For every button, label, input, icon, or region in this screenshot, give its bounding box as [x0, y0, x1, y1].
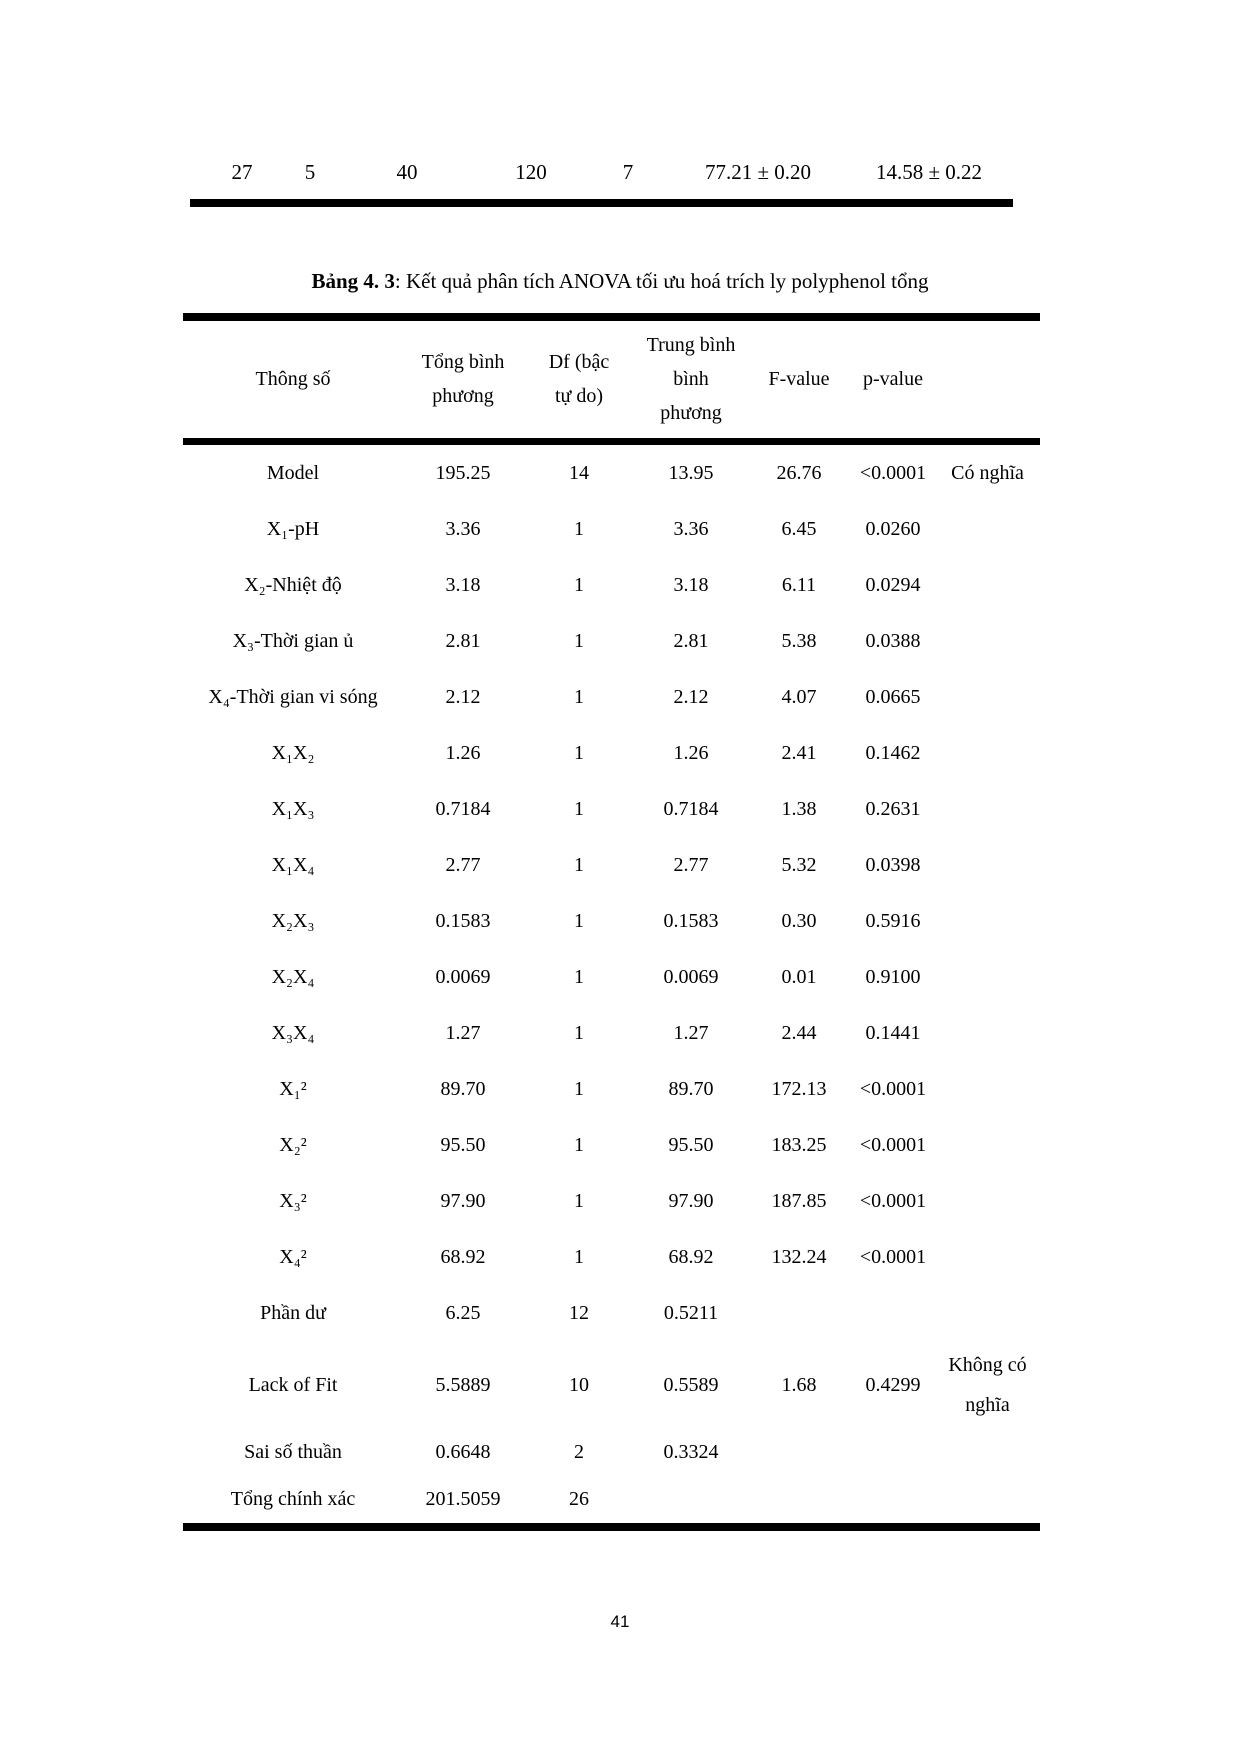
table-cell: 1 — [574, 909, 584, 932]
fragment-cell: 77.21 ± 0.20 — [704, 160, 812, 184]
column-header-line: Tổng bình — [421, 351, 505, 374]
table-cell: 2.77 — [673, 853, 709, 876]
column-header-line: F-value — [768, 368, 830, 391]
table-cell — [935, 1117, 1040, 1173]
table-cell: <0.0001 — [859, 1077, 927, 1100]
table-cell: X₄-Thời gian vi sóng — [208, 685, 378, 708]
table-cell — [935, 725, 1040, 781]
table-cell: X₂² — [279, 1133, 307, 1156]
table-row — [183, 781, 1040, 837]
table-row — [183, 613, 1040, 669]
table-cell: 5.32 — [781, 853, 817, 876]
table-cell: 0.0069 — [435, 965, 491, 988]
table-cell: 68.92 — [440, 1245, 486, 1268]
column-header — [851, 317, 935, 441]
column-header — [635, 317, 747, 441]
table-cell — [747, 1429, 851, 1476]
table-cell — [851, 1429, 935, 1476]
table-cell: 0.0294 — [865, 573, 921, 596]
table-cell: 0.5211 — [663, 1301, 719, 1324]
anova-table — [183, 313, 1040, 1531]
table-cell: 4.07 — [781, 685, 817, 708]
table-cell: 3.36 — [673, 517, 709, 540]
column-header-line: tự do) — [554, 385, 604, 408]
table-cell: 187.85 — [771, 1189, 827, 1212]
table-cell: 1 — [574, 741, 584, 764]
table-cell: X₁X₂ — [271, 741, 315, 764]
table-row — [183, 441, 1040, 501]
table-cell: Không có nghĩa — [948, 1353, 1027, 1416]
table-cell: 97.90 — [668, 1189, 714, 1212]
table-row — [183, 1061, 1040, 1117]
fragment-cell: 27 — [231, 160, 253, 184]
table-cell: 0.0398 — [865, 853, 921, 876]
table-cell: 1.26 — [445, 741, 481, 764]
column-header-line: Trung bình — [646, 334, 736, 357]
table-cell: 1 — [574, 685, 584, 708]
table-cell: 0.0388 — [865, 629, 921, 652]
table-cell — [635, 1476, 747, 1527]
table-cell: 6.11 — [781, 573, 817, 596]
fragment-cell: 14.58 ± 0.22 — [875, 160, 983, 184]
table-cell — [935, 1476, 1040, 1527]
table-cell: 26.76 — [776, 461, 822, 484]
table-cell: 2.12 — [445, 685, 481, 708]
table-cell: 13.95 — [668, 461, 714, 484]
table-cell: 0.5589 — [663, 1373, 719, 1396]
table-cell: Lack of Fit — [248, 1373, 338, 1396]
table-cell — [935, 837, 1040, 893]
table-row — [183, 837, 1040, 893]
table-cell — [935, 949, 1040, 1005]
table-cell: 0.1441 — [865, 1021, 921, 1044]
table-row — [183, 1229, 1040, 1285]
table-cell: 0.0665 — [865, 685, 921, 708]
table-cell: X₂-Nhiệt độ — [244, 573, 342, 596]
table-cell — [935, 893, 1040, 949]
table-caption — [140, 269, 1100, 294]
table-cell: 1.27 — [673, 1021, 709, 1044]
table-cell: 0.30 — [781, 909, 817, 932]
table-cell — [747, 1285, 851, 1341]
table-row — [183, 893, 1040, 949]
table-cell: 1 — [574, 629, 584, 652]
table-cell: X₁-pH — [266, 517, 320, 540]
column-header — [523, 317, 635, 441]
column-header-line: p-value — [863, 368, 923, 391]
table-cell: 1 — [574, 965, 584, 988]
table-cell: 2.12 — [673, 685, 709, 708]
column-header-line: phương — [432, 385, 494, 408]
table-cell: 1.38 — [781, 797, 817, 820]
table-cell: 2.77 — [445, 853, 481, 876]
table-cell: 1 — [574, 1077, 584, 1100]
table-cell: 0.0260 — [865, 517, 921, 540]
table-cell — [935, 1229, 1040, 1285]
table-cell — [851, 1476, 935, 1527]
table-cell: <0.0001 — [859, 1189, 927, 1212]
table-cell: 12 — [569, 1301, 589, 1324]
table-cell: 1 — [574, 853, 584, 876]
table-cell: 5.5889 — [435, 1373, 491, 1396]
column-header-line: bình — [673, 368, 709, 391]
table-cell: 89.70 — [440, 1077, 486, 1100]
table-cell: X₃-Thời gian ủ — [232, 629, 354, 652]
table-cell: 1.68 — [781, 1373, 817, 1396]
table-cell — [851, 1285, 935, 1341]
table-cell: 2.44 — [781, 1021, 817, 1044]
table-cell: 1 — [574, 1021, 584, 1044]
table-row — [183, 1117, 1040, 1173]
table-cell: 172.13 — [771, 1077, 827, 1100]
fragment-cell: 40 — [396, 160, 418, 184]
column-header-line: Thông số — [255, 368, 331, 391]
table-cell: Tổng chính xác — [230, 1488, 356, 1510]
table-cell: 6.25 — [445, 1301, 481, 1324]
table-row — [183, 1285, 1040, 1341]
table-cell — [747, 1476, 851, 1527]
table-cell: X₂X₃ — [271, 909, 315, 932]
table-cell: 3.36 — [445, 517, 481, 540]
column-header — [935, 317, 1040, 441]
fragment-cell: 5 — [304, 160, 316, 184]
table-cell: 0.4299 — [865, 1373, 921, 1396]
table-cell: 1 — [574, 573, 584, 596]
table-header-row — [183, 317, 1040, 441]
table-cell: 0.7184 — [435, 797, 491, 820]
table-cell — [935, 1005, 1040, 1061]
table-cell: 89.70 — [668, 1077, 714, 1100]
table-row — [183, 1005, 1040, 1061]
table-cell: 2 — [574, 1441, 584, 1463]
table-cell: 10 — [569, 1373, 589, 1396]
table-caption-text: : Kết quả phân tích ANOVA tối ưu hoá trích ly polyphenol tổng — [394, 269, 929, 293]
table-cell: X₄² — [279, 1245, 307, 1268]
table-cell: 2.81 — [445, 629, 481, 652]
page-number: 41 — [610, 1612, 630, 1631]
table-cell: 195.25 — [435, 461, 491, 484]
table-cell: 97.90 — [440, 1189, 486, 1212]
table-cell: 0.1583 — [663, 909, 719, 932]
table-row — [183, 1476, 1040, 1527]
table-row — [183, 1173, 1040, 1229]
table-cell: X₂X₄ — [271, 965, 315, 988]
table-cell: 0.1462 — [865, 741, 921, 764]
table-cell: 201.5059 — [425, 1488, 501, 1510]
table-cell: 6.45 — [781, 517, 817, 540]
fragment-cell: 120 — [515, 160, 547, 184]
table-cell: Phần dư — [260, 1301, 326, 1324]
table-cell: X₁X₃ — [271, 797, 315, 820]
table-cell: 2.41 — [781, 741, 817, 764]
table-cell: 2.81 — [673, 629, 709, 652]
table-cell: 1 — [574, 1133, 584, 1156]
table-cell: <0.0001 — [859, 461, 927, 484]
table-cell — [935, 1285, 1040, 1341]
table-cell: 0.3324 — [663, 1441, 719, 1463]
table-cell — [935, 613, 1040, 669]
table-cell: 0.0069 — [663, 965, 719, 988]
table-cell: X₁² — [279, 1077, 307, 1100]
table-cell: X₁X₄ — [271, 853, 315, 876]
table-cell: 0.2631 — [865, 797, 921, 820]
table-cell: 1.26 — [673, 741, 709, 764]
table-cell: Có nghĩa — [951, 461, 1024, 484]
table-cell: 183.25 — [771, 1133, 827, 1156]
table-cell: 1 — [574, 1189, 584, 1212]
table-cell: Sai số thuần — [244, 1441, 342, 1463]
table-cell: 0.6648 — [435, 1441, 491, 1463]
table-cell: Model — [266, 461, 320, 484]
table-cell: <0.0001 — [859, 1133, 927, 1156]
table-cell: X₃X₄ — [271, 1021, 315, 1044]
table-row — [183, 1341, 1040, 1429]
table-row — [183, 669, 1040, 725]
table-row — [183, 949, 1040, 1005]
table-cell: 5.38 — [781, 629, 817, 652]
table-row — [183, 725, 1040, 781]
column-header-line: phương — [660, 402, 722, 425]
table-cell: 3.18 — [445, 573, 481, 596]
table-row — [183, 501, 1040, 557]
table-bottom-rule — [190, 199, 1013, 207]
table-cell: 1 — [574, 797, 584, 820]
column-header — [747, 317, 851, 441]
table-cell: 68.92 — [668, 1245, 714, 1268]
table-row — [183, 557, 1040, 613]
table-cell: 26 — [569, 1488, 589, 1510]
table-cell: 0.9100 — [865, 965, 921, 988]
table-cell — [935, 1429, 1040, 1476]
table-cell: 1 — [574, 517, 584, 540]
column-header-line: Df (bậc — [548, 351, 610, 374]
table-cell: 0.01 — [781, 965, 817, 988]
table-cell — [935, 669, 1040, 725]
table-cell: 95.50 — [668, 1133, 714, 1156]
table-cell: 0.5916 — [865, 909, 921, 932]
table-cell: 3.18 — [673, 573, 709, 596]
table-cell: 95.50 — [440, 1133, 486, 1156]
table-cell — [935, 1061, 1040, 1117]
table-cell: 14 — [569, 461, 589, 484]
table-cell: 132.24 — [771, 1245, 827, 1268]
anova-table-container — [183, 313, 1040, 1531]
fragment-cell: 7 — [622, 160, 634, 184]
column-header — [183, 317, 403, 441]
table-cell — [935, 501, 1040, 557]
table-cell: 1.27 — [445, 1021, 481, 1044]
table-cell: 0.7184 — [663, 797, 719, 820]
table-cell: X₃² — [279, 1189, 307, 1212]
table-cell — [935, 781, 1040, 837]
column-header — [403, 317, 523, 441]
table-cell: <0.0001 — [859, 1245, 927, 1268]
table-cell: 0.1583 — [435, 909, 491, 932]
table-caption-label: Bảng 4. 3 — [311, 269, 395, 293]
table-cell — [935, 1173, 1040, 1229]
table-cell: 1 — [574, 1245, 584, 1268]
table-row — [183, 1429, 1040, 1476]
table-cell — [935, 557, 1040, 613]
